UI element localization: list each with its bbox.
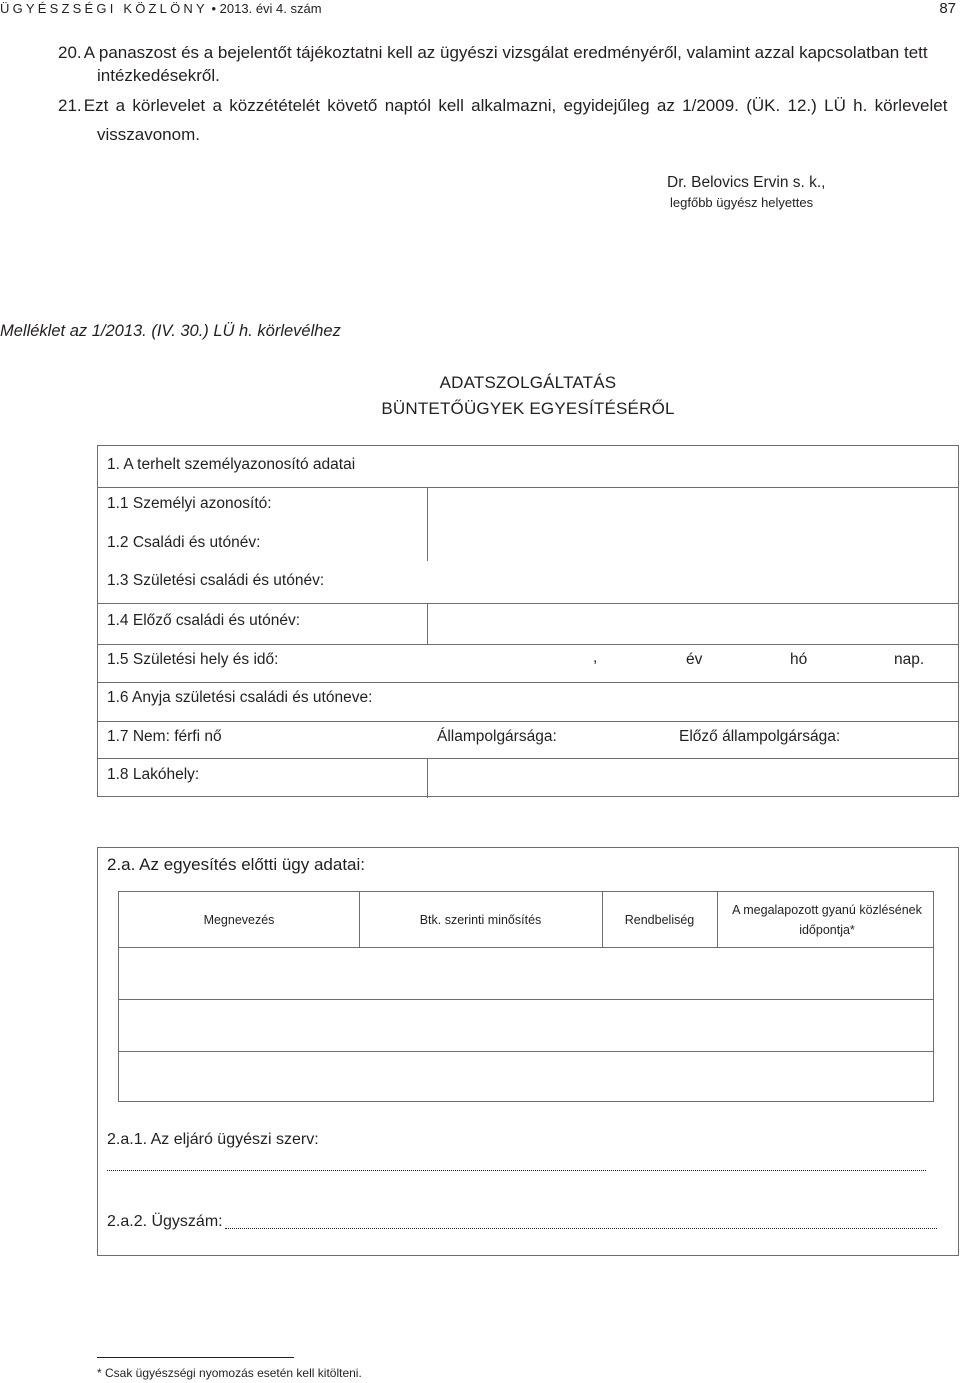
- paragraph-21-line-2: visszavonom.: [97, 125, 200, 144]
- header-separator: •: [211, 1, 217, 16]
- case-number-label: 2.a.2. Ügyszám:: [107, 1213, 223, 1230]
- case-table: [118, 891, 934, 1102]
- column-divider: [717, 892, 718, 947]
- row-divider: [119, 999, 933, 1000]
- column-header-name: Megnevezés: [203, 912, 275, 927]
- section-2-heading: 2.a. Az egyesítés előtti ügy adatai:: [107, 855, 365, 874]
- row-divider: [98, 721, 958, 722]
- form-title-line-1: ADATSZOLGÁLTATÁS: [439, 373, 617, 392]
- field-birth-name[interactable]: 1.3 Születési családi és utónév:: [107, 572, 325, 589]
- annex-title: Melléklet az 1/2013. (IV. 30.) LÜ h. körlevélhez: [0, 322, 341, 340]
- column-divider: [427, 603, 428, 644]
- birth-year-label: év: [686, 651, 703, 668]
- signer-title: legfőbb ügyész helyettes: [670, 195, 814, 210]
- prosecuting-authority-field[interactable]: [107, 1170, 926, 1171]
- paragraph-number: 21.: [58, 96, 82, 115]
- row-divider: [98, 603, 958, 604]
- row-divider: [98, 644, 958, 645]
- row-divider: [119, 947, 933, 948]
- row-divider: [98, 758, 958, 759]
- field-sex[interactable]: 1.7 Nem: férfi nő: [107, 728, 222, 745]
- page-number: 87: [939, 0, 956, 17]
- paragraph-21-line-1: [0, 96, 947, 116]
- birth-day-label: nap.: [894, 651, 925, 668]
- column-divider: [427, 758, 428, 798]
- row-divider: [119, 1051, 933, 1052]
- column-header-suspicion-date: A megalapozott gyanú közlésének időpontja*: [732, 902, 922, 937]
- paragraph-20-line-1: [0, 43, 928, 63]
- row-divider: [98, 487, 958, 488]
- column-header-count: Rendbeliség: [624, 912, 695, 927]
- section-1-heading: 1. A terhelt személyazonosító adatai: [107, 456, 356, 473]
- paragraph-text: Ezt a körlevelet a közzétételét követő naptól kell alkalmazni, egyidejűleg az 1/2009. (ÜK. 12.) LÜ h. körlevelet: [83, 96, 948, 115]
- paragraph-number: 20.: [58, 43, 82, 62]
- field-previous-name[interactable]: 1.4 Előző családi és utónév:: [107, 612, 301, 629]
- column-divider: [427, 487, 428, 561]
- personal-data-form: [97, 445, 959, 797]
- footnote-rule: [97, 1357, 294, 1358]
- field-residence[interactable]: 1.8 Lakóhely:: [107, 766, 200, 783]
- column-header-qualification: Btk. szerinti minősítés: [419, 912, 542, 927]
- signer-name: Dr. Belovics Ervin s. k.,: [667, 174, 826, 191]
- case-number-field[interactable]: [225, 1228, 937, 1229]
- field-mothers-name[interactable]: 1.6 Anyja születési családi és utóneve:: [107, 689, 373, 706]
- journal-name: ÜGYÉSZSÉGI KÖZLÖNY: [0, 1, 208, 16]
- field-citizenship[interactable]: Állampolgársága:: [437, 728, 557, 745]
- running-header: [0, 1, 322, 16]
- field-previous-citizenship[interactable]: Előző állampolgársága:: [679, 728, 841, 745]
- case-data-form: [97, 847, 959, 1256]
- row-divider: [98, 682, 958, 683]
- paragraph-20-line-2: intézkedésekről.: [97, 66, 220, 85]
- birth-place-comma: ,: [593, 649, 598, 666]
- field-birth-place-and-date[interactable]: 1.5 Születési hely és idő:: [107, 651, 279, 668]
- birth-month-label: hó: [790, 651, 808, 668]
- paragraph-text: A panaszost és a bejelentőt tájékoztatni kell az ügyészi vizsgálat eredményéről, valamint azzal kapcsolatban tett: [83, 43, 928, 62]
- footnote: * Csak ügyészségi nyomozás esetén kell kitölteni.: [97, 1366, 362, 1380]
- prosecuting-authority-label: 2.a.1. Az eljáró ügyészi szerv:: [107, 1131, 319, 1148]
- field-family-and-given-name[interactable]: 1.2 Családi és utónév:: [107, 534, 261, 551]
- form-title-line-2: BÜNTETŐÜGYEK EGYESÍTÉSÉRŐL: [381, 399, 675, 418]
- issue-label: 2013. évi 4. szám: [219, 1, 322, 16]
- field-personal-id[interactable]: 1.1 Személyi azonosító:: [107, 495, 272, 512]
